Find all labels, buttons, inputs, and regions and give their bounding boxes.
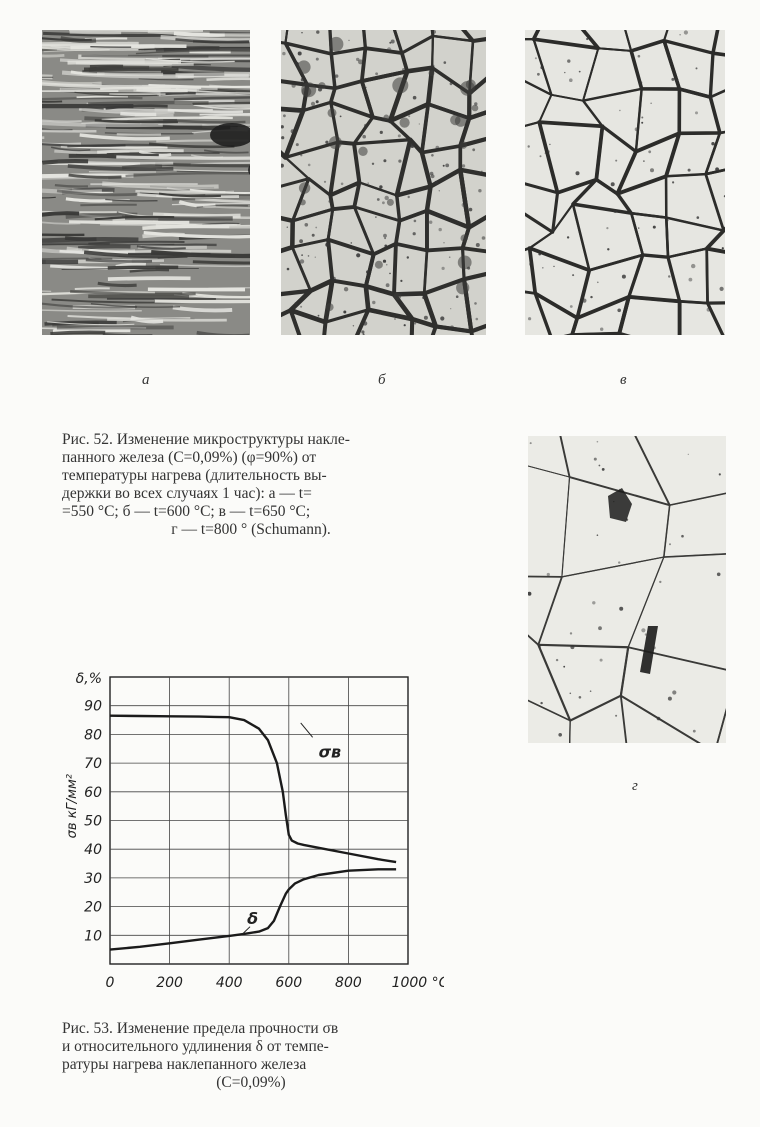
- y-tick-label: 70: [84, 756, 102, 773]
- caption-line: г — t=800 ° (Schumann).: [171, 521, 331, 538]
- panel-label-b: б: [378, 372, 386, 388]
- chart-svg: [64, 665, 444, 1000]
- x-tick-label: 800: [335, 975, 362, 991]
- micrograph-b: [281, 30, 486, 335]
- x-tick-label: 400: [215, 975, 243, 991]
- y-tick-label: 60: [84, 784, 102, 801]
- caption-line: держки во всех случаях 1 час): а — t=: [62, 485, 312, 502]
- y-axis-top-label: δ,%: [75, 671, 102, 687]
- micrograph-v: [525, 30, 725, 335]
- caption-line: панного железа (C=0,09%) (φ=90%) от: [62, 449, 317, 466]
- caption-line: Рис. 52. Изменение микроструктуры накле-: [62, 431, 350, 448]
- series-label: δ: [247, 908, 259, 928]
- panel-label-v: в: [620, 372, 627, 388]
- micrograph-g: [528, 436, 726, 743]
- x-tick-label: 600: [275, 975, 303, 991]
- y-axis-label: σв кГ/мм²: [65, 773, 80, 839]
- caption-line: (C=0,09%): [216, 1074, 286, 1091]
- y-tick-label: 40: [84, 842, 102, 859]
- caption-line: =550 °C; б — t=600 °C; в — t=650 °C;: [62, 503, 311, 520]
- y-tick-label: 80: [84, 727, 102, 744]
- figure-53-caption: [62, 1020, 440, 1092]
- micrograph-a: [42, 30, 250, 335]
- series-label-leader: [301, 723, 313, 737]
- y-tick-label: 20: [84, 899, 102, 916]
- panel-label-g: г: [632, 778, 638, 794]
- x-tick-label: 0: [105, 975, 115, 991]
- caption-line: температуры нагрева (длительность вы-: [62, 467, 327, 484]
- y-tick-label: 30: [84, 870, 102, 887]
- figure-52-caption: [62, 431, 440, 539]
- y-tick-label: 90: [84, 698, 102, 715]
- series-line-sigma: [110, 716, 396, 862]
- caption-line: и относительного удлинения δ от темпе-: [62, 1038, 329, 1055]
- x-tick-label: 200: [156, 975, 183, 991]
- x-tick-label: 1000 °C: [391, 975, 444, 991]
- caption-line: Рис. 53. Изменение предела прочности σв: [62, 1020, 339, 1037]
- caption-line: ратуры нагрева наклепанного железа: [62, 1056, 307, 1073]
- series-label: σв: [318, 742, 342, 762]
- y-tick-label: 50: [84, 813, 102, 830]
- figure-53-chart: [64, 665, 444, 1000]
- y-tick-label: 10: [84, 928, 102, 945]
- panel-label-a: а: [142, 372, 150, 388]
